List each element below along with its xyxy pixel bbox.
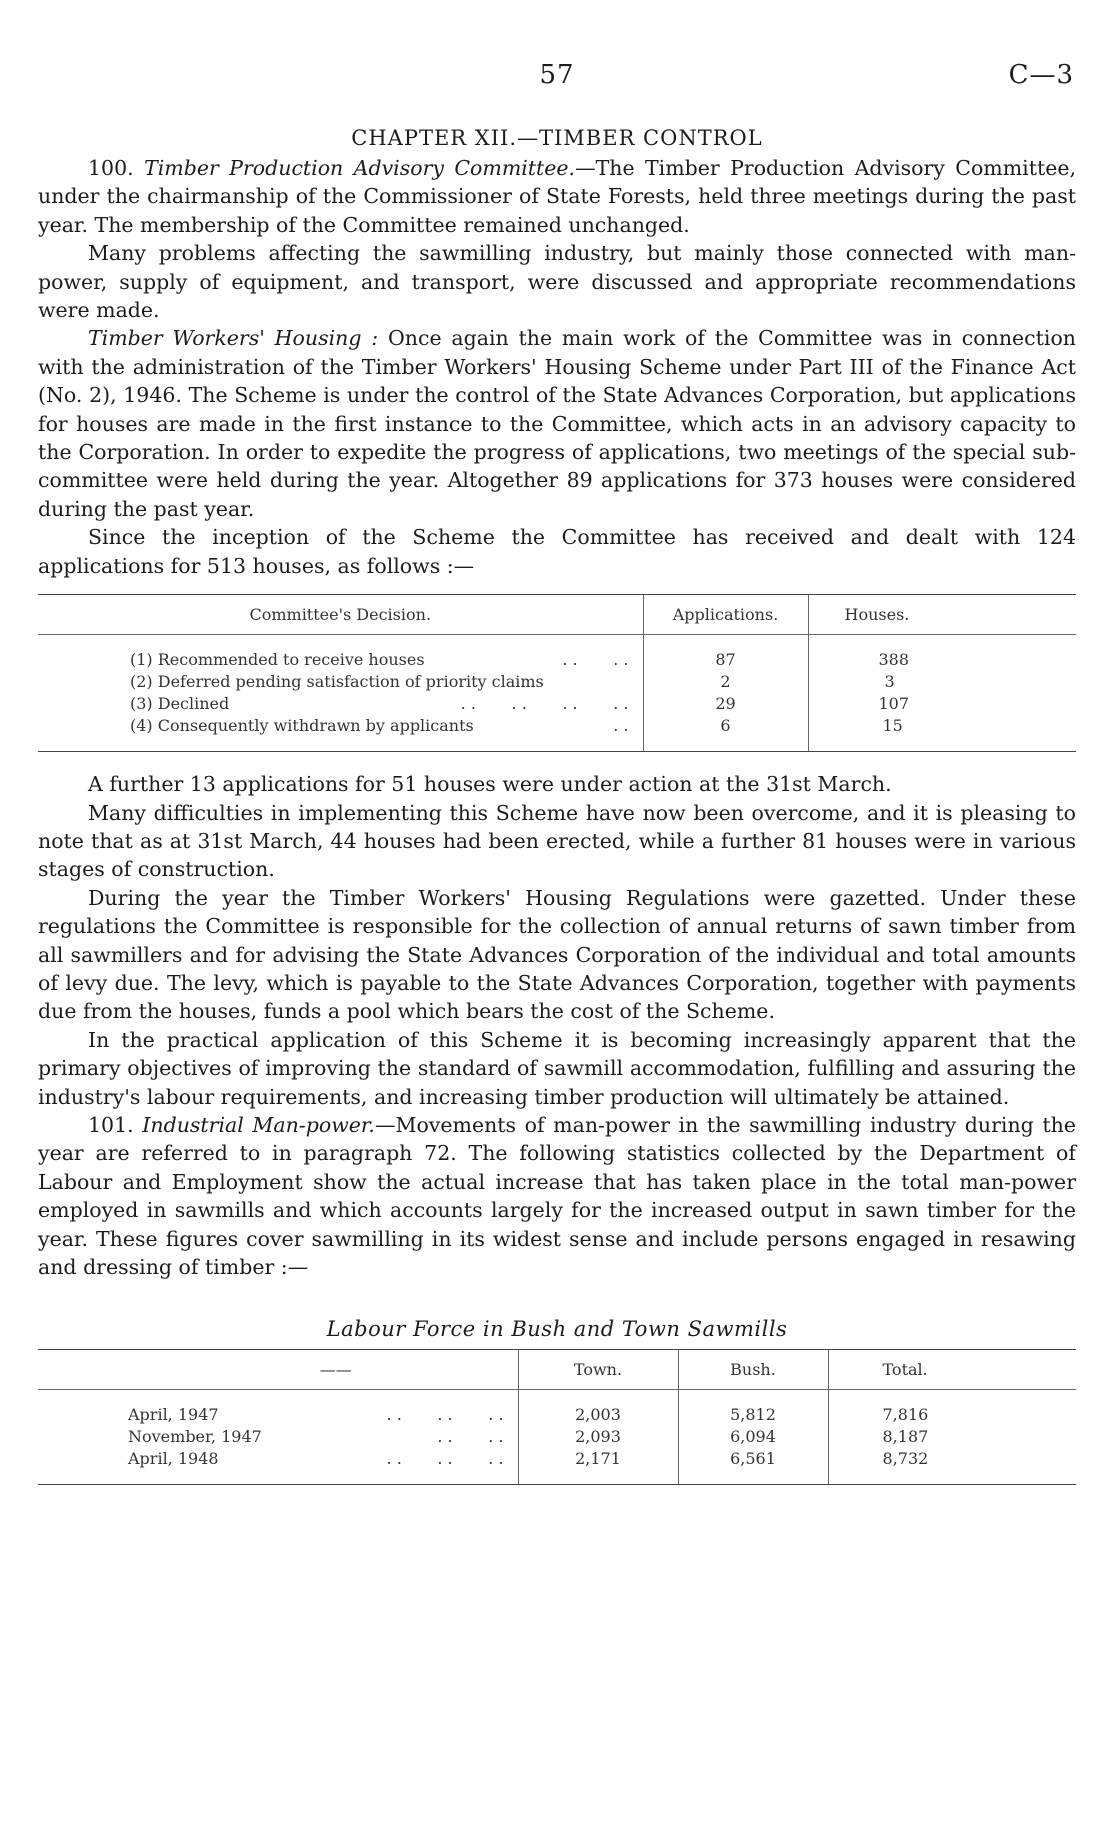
table-bottom-rule xyxy=(38,1484,1076,1485)
applications-value: 29 xyxy=(643,693,808,715)
total-value: 8,732 xyxy=(828,1448,1076,1470)
decision-label: (3) Declined xyxy=(130,694,230,714)
section-100-number: 100. xyxy=(88,156,134,180)
column-header-bush: Bush. xyxy=(678,1350,828,1390)
leader-dots: . . . . xyxy=(437,1427,504,1447)
column-header-town: Town. xyxy=(518,1350,678,1390)
column-header-decision: Committee's Decision. xyxy=(38,595,643,635)
table-row xyxy=(38,1426,1076,1448)
houses-value: 15 xyxy=(808,715,1076,737)
table-row xyxy=(38,715,1076,737)
leader-dots: . . xyxy=(613,716,629,736)
inception-paragraph: Since the inception of the Scheme the Committee has received and dealt with 124 applications for 513 houses, as follows :— xyxy=(38,525,1076,578)
housing-paragraph xyxy=(38,324,1076,523)
applications-value: 2 xyxy=(643,671,808,693)
further-applications-paragraph: A further 13 applications for 51 houses were under action at the 31st March. xyxy=(88,772,892,797)
column-header-applications: Applications. xyxy=(643,595,808,635)
houses-value: 388 xyxy=(808,649,1076,671)
problems-paragraph: Many problems affecting the sawmilling industry, but mainly those connected with man-power, supply of equipment, and transport, were discussed and appropriate recommendations were made. xyxy=(38,241,1076,323)
housing-heading: Timber Workers' Housing : xyxy=(88,326,379,351)
table-row xyxy=(38,693,1076,715)
column-header-period: —— xyxy=(38,1350,518,1390)
housing-body: Once again the main work of the Committee was in connection with the administration of the Timber Workers' Housing Scheme under Part III of the Finance Act (No. 2), 1946. The Scheme is under the control of the State Advances Corporation, but applications for houses are made in the first instance to the Committee, which acts in an advisory capacity to the Corporation. In order to expedite the progress of applications, two meetings of the special sub-committee were held during the year. Altogether 89 applications for 373 houses were considered during the past year. xyxy=(38,326,1076,521)
total-value: 8,187 xyxy=(828,1426,1076,1448)
page-number: 57 xyxy=(539,60,575,90)
town-value: 2,003 xyxy=(518,1404,678,1426)
regulations-paragraph: During the year the Timber Workers' Housing Regulations were gazetted. Under these regulations the Committee is responsible for the collection of annual returns of sawn timber from all sawmillers and for advising the State Advances Corporation of the individual and total amounts of levy due. The levy, which is payable to the State Advances Corporation, together with payments due from the houses, funds a pool which bears the cost of the Scheme. xyxy=(38,885,1076,1024)
town-value: 2,093 xyxy=(518,1426,678,1448)
leader-dots: . . . . . . xyxy=(386,1449,504,1469)
page-header xyxy=(38,0,1076,100)
section-101-body: —Movements of man-power in the sawmilling industry during the year are referred to in paragraph 72. The following statistics collected by the Department of Labour and Employment show the actual increase that has taken place in the total man-power employed in sawmills and which accounts largely for the increased output in sawn timber for the year. These figures cover sawmilling in its widest sense and include persons engaged in resawing and dressing of timber :— xyxy=(38,1112,1076,1279)
chapter-title: CHAPTER XII.—TIMBER CONTROL xyxy=(351,126,763,150)
table-row xyxy=(38,1404,1076,1426)
labour-force-table xyxy=(38,1350,1076,1484)
table-bottom-rule xyxy=(38,751,1076,752)
table-row xyxy=(38,671,1076,693)
decision-label: (2) Deferred pending satisfaction of priority claims xyxy=(130,672,544,692)
section-101-number: 101. xyxy=(88,1112,134,1137)
houses-value: 107 xyxy=(808,693,1076,715)
period-label: April, 1948 xyxy=(128,1449,219,1469)
section-101-paragraph xyxy=(38,1111,1076,1281)
column-header-total: Total. xyxy=(828,1350,1076,1390)
leader-dots: . . . . . . xyxy=(386,1405,504,1425)
document-page xyxy=(38,0,1076,1503)
applications-value: 87 xyxy=(643,649,808,671)
leader-dots: . . . . . . . . xyxy=(460,694,629,714)
section-100-body: —The Timber Production Advisory Committee, under the chairmanship of the Commissioner of State Forests, held three meetings during the past year. The membership of the Committee remained unchanged. xyxy=(38,156,1076,237)
applications-value: 6 xyxy=(643,715,808,737)
section-101-heading: Industrial Man-power. xyxy=(142,1112,375,1137)
bush-value: 6,094 xyxy=(678,1426,828,1448)
table-header-row xyxy=(38,1350,1076,1390)
difficulties-paragraph: Many difficulties in implementing this Scheme have now been overcome, and it is pleasing to note that as at 31st March, 44 houses had been erected, while a further 81 houses were in various stages of construction. xyxy=(38,800,1076,882)
column-header-houses: Houses. xyxy=(808,595,1076,635)
houses-value: 3 xyxy=(808,671,1076,693)
labour-table-title: Labour Force in Bush and Town Sawmills xyxy=(326,1317,788,1342)
table-row xyxy=(38,1448,1076,1470)
town-value: 2,171 xyxy=(518,1448,678,1470)
practical-application-paragraph: In the practical application of this Scheme it is becoming increasingly apparent that the primary objectives of improving the standard of sawmill accommodation, fulfilling and assuring the industry's labour requirements, and increasing timber production will ultimately be attained. xyxy=(38,1027,1076,1109)
decision-label: (1) Recommended to receive houses xyxy=(130,650,425,670)
decision-label: (4) Consequently withdrawn by applicants xyxy=(130,716,474,736)
document-reference: C—3 xyxy=(1008,60,1074,90)
period-label: April, 1947 xyxy=(128,1405,219,1425)
section-100-heading: Timber Production Advisory Committee. xyxy=(144,156,576,180)
table-row xyxy=(38,649,1076,671)
bush-value: 5,812 xyxy=(678,1404,828,1426)
table-header-row xyxy=(38,595,1076,635)
bush-value: 6,561 xyxy=(678,1448,828,1470)
decisions-table xyxy=(38,595,1076,751)
total-value: 7,816 xyxy=(828,1404,1076,1426)
period-label: November, 1947 xyxy=(128,1427,262,1447)
leader-dots: . . . . xyxy=(562,650,629,670)
section-100-paragraph xyxy=(38,154,1076,239)
